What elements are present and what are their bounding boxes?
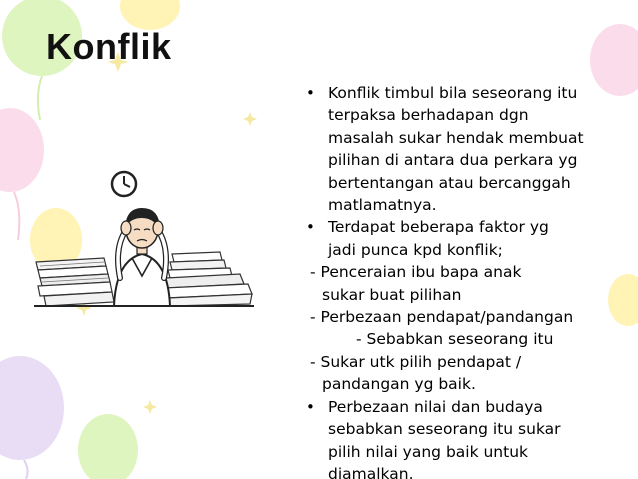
bullet-continuation: terpaksa berhadapan dgn bbox=[328, 106, 529, 125]
balloon-green-bottom bbox=[78, 414, 138, 479]
bullet-continuation: jadi punca kpd konflik; bbox=[328, 240, 503, 259]
paper-stack-left bbox=[36, 258, 114, 306]
bullet-text: Perbezaan nilai dan budaya bbox=[328, 397, 543, 416]
stressed-person-illustration bbox=[34, 168, 254, 308]
paper-stack-right bbox=[164, 252, 252, 306]
sub-point-continuation: pandangan yg baik. bbox=[322, 375, 476, 394]
bullet-line bbox=[300, 396, 630, 418]
bullet-continuation: sebabkan seseorang itu sukar bbox=[328, 420, 561, 439]
bullet-line bbox=[300, 216, 630, 238]
slide-title: Konflik bbox=[46, 26, 172, 67]
clock-icon bbox=[112, 172, 136, 196]
bullet-continuation: bertentangan atau bercanggah bbox=[328, 173, 571, 192]
bullet-text: Konflik timbul bila seseorang itu bbox=[328, 84, 578, 102]
bullet-line bbox=[300, 82, 630, 104]
sub-point: - Sebabkan seseorang itu bbox=[356, 330, 554, 349]
sub-point: - Sukar utk pilih pendapat / bbox=[310, 352, 522, 371]
slide-content bbox=[300, 82, 630, 479]
sub-point: - Penceraian ibu bapa anak bbox=[310, 263, 522, 282]
sub-point-continuation: sukar buat pilihan bbox=[322, 285, 462, 304]
bullet-text: Terdapat beberapa faktor yg bbox=[328, 218, 549, 237]
bullet-continuation: masalah sukar hendak membuat bbox=[328, 128, 584, 147]
bullet-continuation: matlamatnya. bbox=[328, 196, 437, 215]
bullet-continuation: pilih nilai yang baik untuk bbox=[328, 442, 529, 461]
bullet-continuation: diamalkan. bbox=[328, 464, 414, 479]
bullet-dot-icon: • bbox=[306, 218, 315, 237]
balloon-lilac-bottom-left bbox=[0, 356, 64, 479]
bullet-continuation: pilihan di antara dua perkara yg bbox=[328, 151, 578, 170]
bullet-dot-icon: • bbox=[306, 84, 315, 102]
person-figure bbox=[114, 208, 170, 306]
sub-point: - Perbezaan pendapat/pandangan bbox=[310, 308, 574, 327]
bullet-dot-icon: • bbox=[306, 397, 315, 416]
